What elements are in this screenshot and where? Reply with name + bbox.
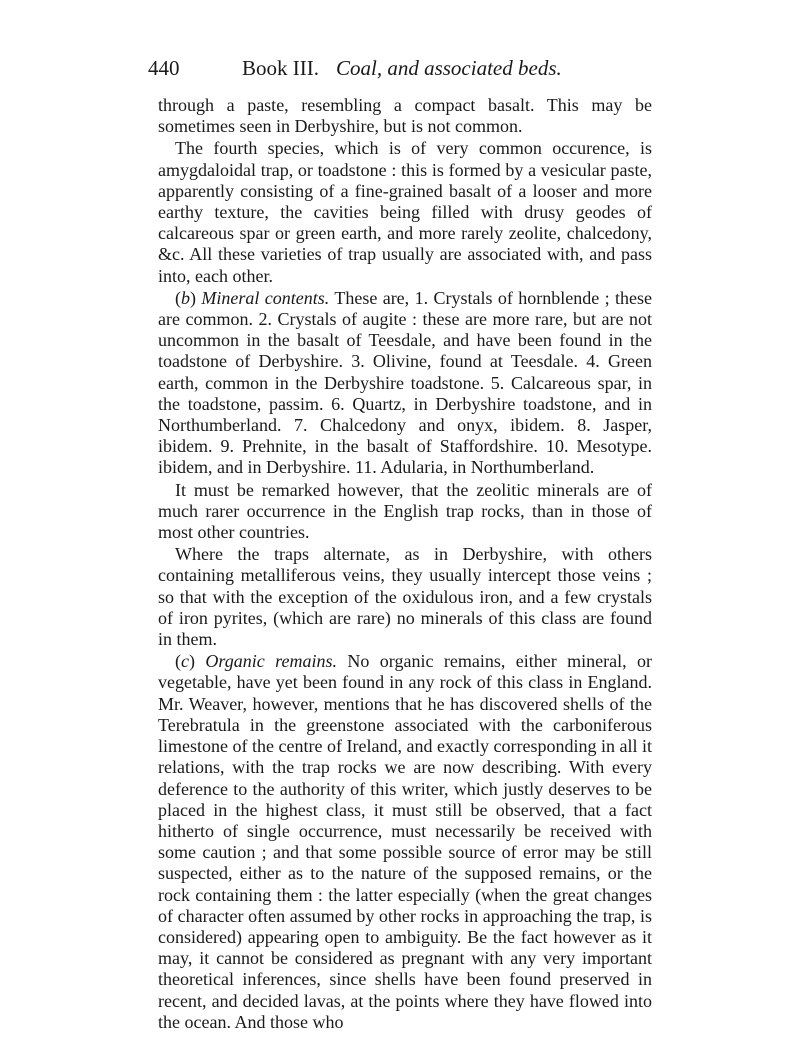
paragraph-text: It must be remarked however, that the zeolitic minerals are of much rarer occurrence in the English trap rocks, than in those of most other countries.	[158, 479, 652, 543]
italic-text: b	[181, 287, 190, 308]
paragraph-text: )	[190, 287, 202, 308]
italic-text: Mineral contents.	[201, 287, 330, 308]
paragraph	[158, 95, 652, 137]
italic-text: Organic remains.	[205, 651, 337, 672]
paragraph-text: )	[189, 651, 206, 672]
body-text	[158, 95, 652, 1033]
book-label: Book III.	[242, 56, 319, 80]
paragraph-text: (	[175, 651, 181, 672]
paragraph	[158, 288, 652, 479]
italic-text: c	[181, 651, 189, 672]
paragraph	[158, 138, 652, 286]
paragraph	[158, 544, 652, 650]
paragraph-text: through a paste, resembling a compact basalt. This may be sometimes seen in Derbyshire, but is not common.	[158, 95, 652, 137]
paragraph-text: These are, 1. Crystals of hornblende ; these are common. 2. Crystals of augite : these are more rare, but are not uncommon in the basalt of Teesdale, and have been found in the toadstone of Derbyshire. 3. Olivine, found at Teesdale. 4. Green earth, common in the Derbyshire toadstone. 5. Calcareous spar, in the toadstone, passim. 6. Quartz, in Derbyshire toadstone, and in Northumberland. 7. Chalcedony and onyx, ibidem. 8. Jasper, ibidem. 9. Prehnite, in the basalt of Staffordshire. 10. Mesotype. ibidem, and in Derbyshire. 11. Adularia, in Northumberland.	[158, 287, 652, 478]
paragraph-text: (	[175, 287, 181, 308]
paragraph	[158, 480, 652, 544]
paragraph-text: The fourth species, which is of very common occurence, is amygdaloidal trap, or toadstone : this is formed by a vesicular paste, apparently consisting of a fine-grained basalt of a looser and more earthy texture, the cavities being filled with drusy geodes of calcareous spar or green earth, and more rarely zeolite, chalcedony, &c. All these varieties of trap usually are associated with, and pass into, each other.	[158, 138, 652, 286]
paragraph	[158, 651, 652, 1033]
chapter-title: Coal, and associated beds.	[336, 56, 562, 80]
paragraph-text: No organic remains, either mineral, or vegetable, have yet been found in any rock of this class in England. Mr. Weaver, however, mentions that he has discovered shells of the Terebratula in the greenstone associated with the carboniferous limestone of the centre of Ireland, and exactly corresponding in all it relations, with the trap rocks we are now describing. With every deference to the authority of this writer, which justly deserves to be placed in the highest class, it must still be observed, that a fact hitherto of single occurrence, must necessarily be received with some caution ; and that some possible source of error may be still suspected, either as to the nature of the supposed remains, or the rock containing them : the latter especially (when the great changes of character often assumed by other rocks in approaching the trap, is considered) appearing open to ambiguity. Be the fact however as it may, it cannot be considered as pregnant with any very important theoretical inferences, since shells have been found preserved in recent, and decided lavas, at the points where they have flowed into the ocean. And those who	[158, 651, 652, 1032]
paragraph-text: Where the traps alternate, as in Derbyshire, with others containing metalliferous veins, they usually intercept those veins ; so that with the exception of the oxidulous iron, and a few crystals of iron pyrites, (which are rare) no minerals of this class are found in them.	[158, 544, 652, 650]
page-number: 440	[148, 56, 180, 80]
